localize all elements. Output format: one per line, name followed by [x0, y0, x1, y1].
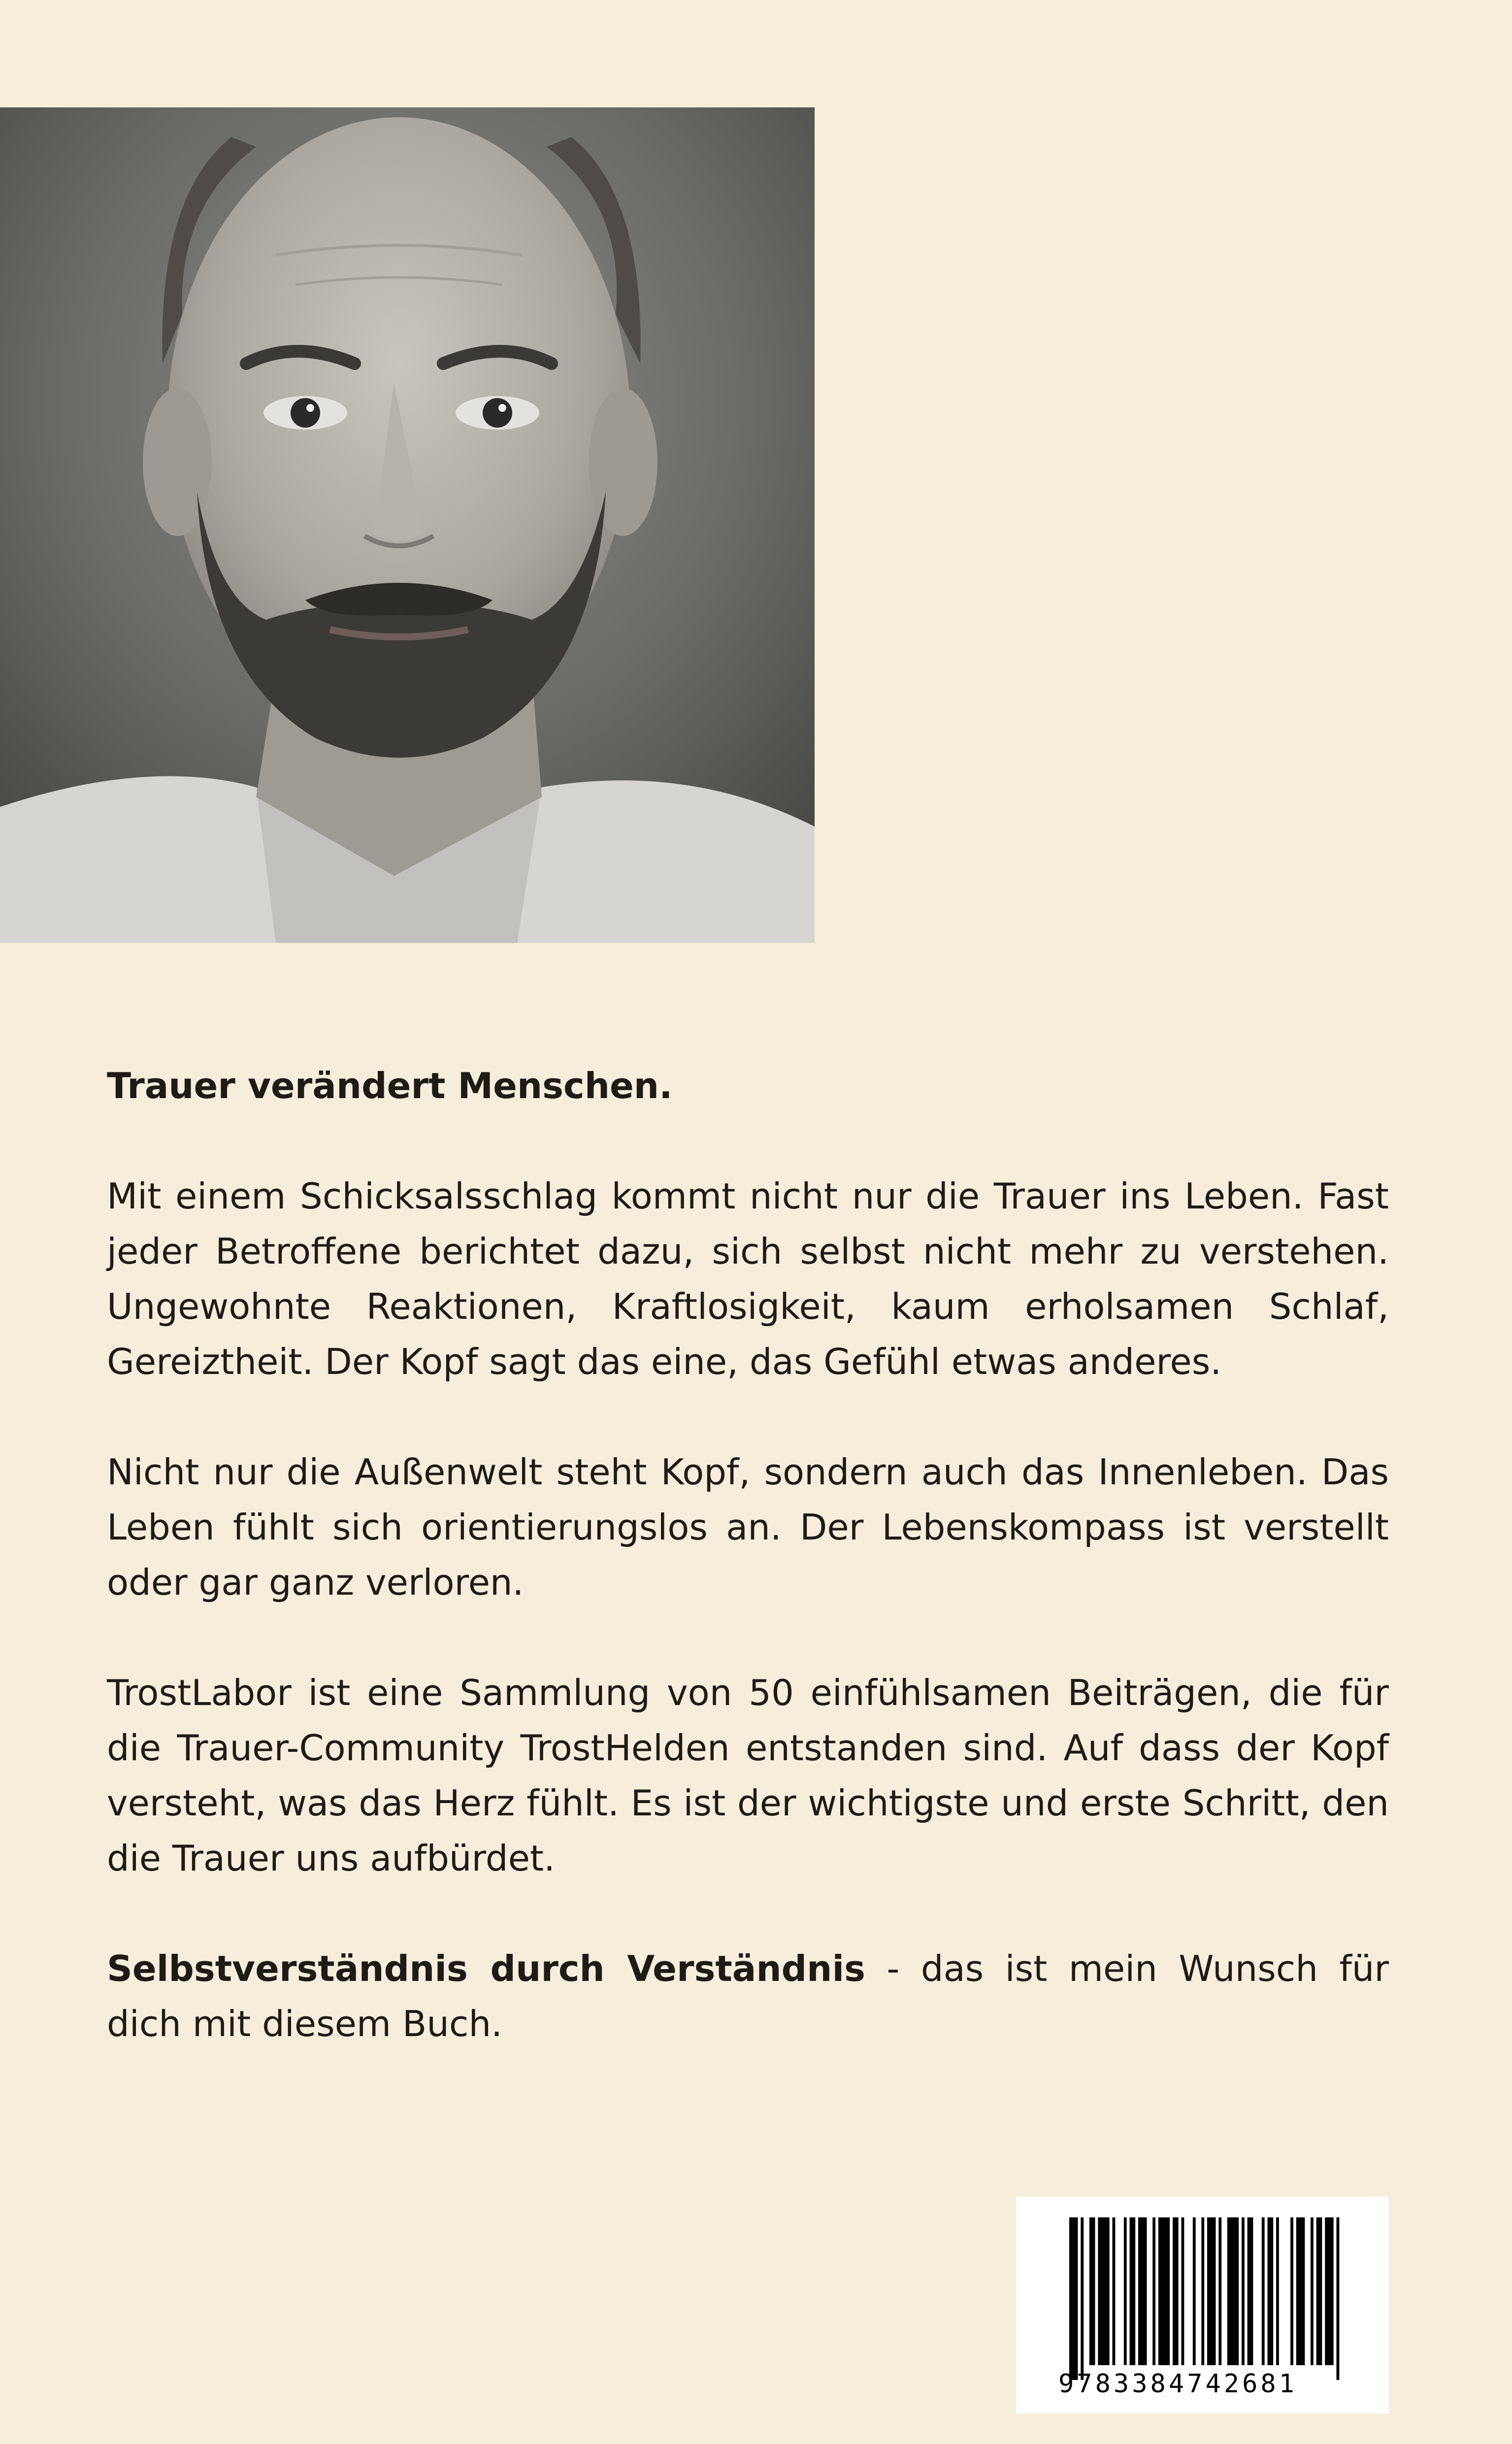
barcode-bar [1193, 2217, 1196, 2365]
barcode-bar [1296, 2217, 1305, 2365]
barcode-bar [1069, 2217, 1078, 2380]
barcode-bar [1311, 2217, 1314, 2365]
barcode-bar [1337, 2217, 1340, 2380]
barcode-bar [1316, 2217, 1322, 2365]
barcode-bar [1201, 2217, 1204, 2365]
barcode-bar [1098, 2217, 1109, 2365]
barcode-bar [1268, 2217, 1274, 2365]
author-portrait-photo-icon [0, 107, 815, 943]
barcode-bar [1089, 2217, 1095, 2365]
barcode-bar [1248, 2217, 1253, 2365]
barcode-bar [1173, 2217, 1179, 2365]
isbn-digits: 9783384742681 [1058, 2369, 1297, 2399]
barcode-bar [1290, 2217, 1293, 2365]
blurb-paragraph-1: Mit einem Schicksalsschlag kommt nicht nur die Trauer ins Leben. Fast jeder Betroffene berichtet dazu, sich selbst nicht mehr zu verstehen. Ungewohnte Reaktionen, Kraftlosigkeit, kaum erholsamen Schlaf, Gereiztheit. Der Kopf sagt das eine, das Gefühl etwas anderes. [107, 1175, 1389, 1382]
barcode-bar [1218, 2217, 1221, 2365]
isbn-barcode-icon [1069, 2217, 1365, 2380]
blurb-paragraph-3: TrostLabor ist eine Sammlung von 50 einfühlsamen Beiträgen, die für die Trauer-Community TrostHelden entstanden sind. Auf dass der Kopf versteht, was das Herz fühlt. Es ist der wichtigste und erste Schritt, den die Trauer uns aufbürdet. [107, 1672, 1389, 1879]
back-cover-blurb [107, 1058, 1389, 2051]
barcode-bar [1138, 2217, 1147, 2365]
author-photo [0, 107, 815, 943]
barcode-bar [1262, 2217, 1265, 2365]
blurb-closing-rest: - das ist mein Wunsch für dich mit diesem Buch. [107, 1948, 1389, 2044]
barcode-bar [1325, 2217, 1334, 2365]
blurb-heading: Trauer verändert Menschen. [107, 1065, 673, 1106]
barcode-bar [1113, 2217, 1116, 2365]
barcode-bar [1158, 2217, 1170, 2365]
barcode-bar [1152, 2217, 1155, 2365]
barcode-bar [1227, 2217, 1239, 2365]
barcode-bar [1124, 2217, 1127, 2365]
isbn-barcode [1016, 2197, 1389, 2413]
blurb-closing-bold: Selbstverständnis durch Verständnis [107, 1948, 865, 1989]
blurb-closing [107, 1941, 1389, 2051]
barcode-bar [1130, 2217, 1136, 2365]
barcode-bar [1276, 2217, 1279, 2365]
blurb-paragraph-2: Nicht nur die Außenwelt steht Kopf, sondern auch das Innenleben. Das Leben fühlt sich orientierungslos an. Der Lebenskompass ist verstellt oder gar ganz verloren. [107, 1451, 1389, 1603]
barcode-bar [1242, 2217, 1245, 2365]
barcode-bar [1207, 2217, 1216, 2365]
barcode-bar [1081, 2217, 1084, 2380]
barcode-bar [1182, 2217, 1184, 2365]
